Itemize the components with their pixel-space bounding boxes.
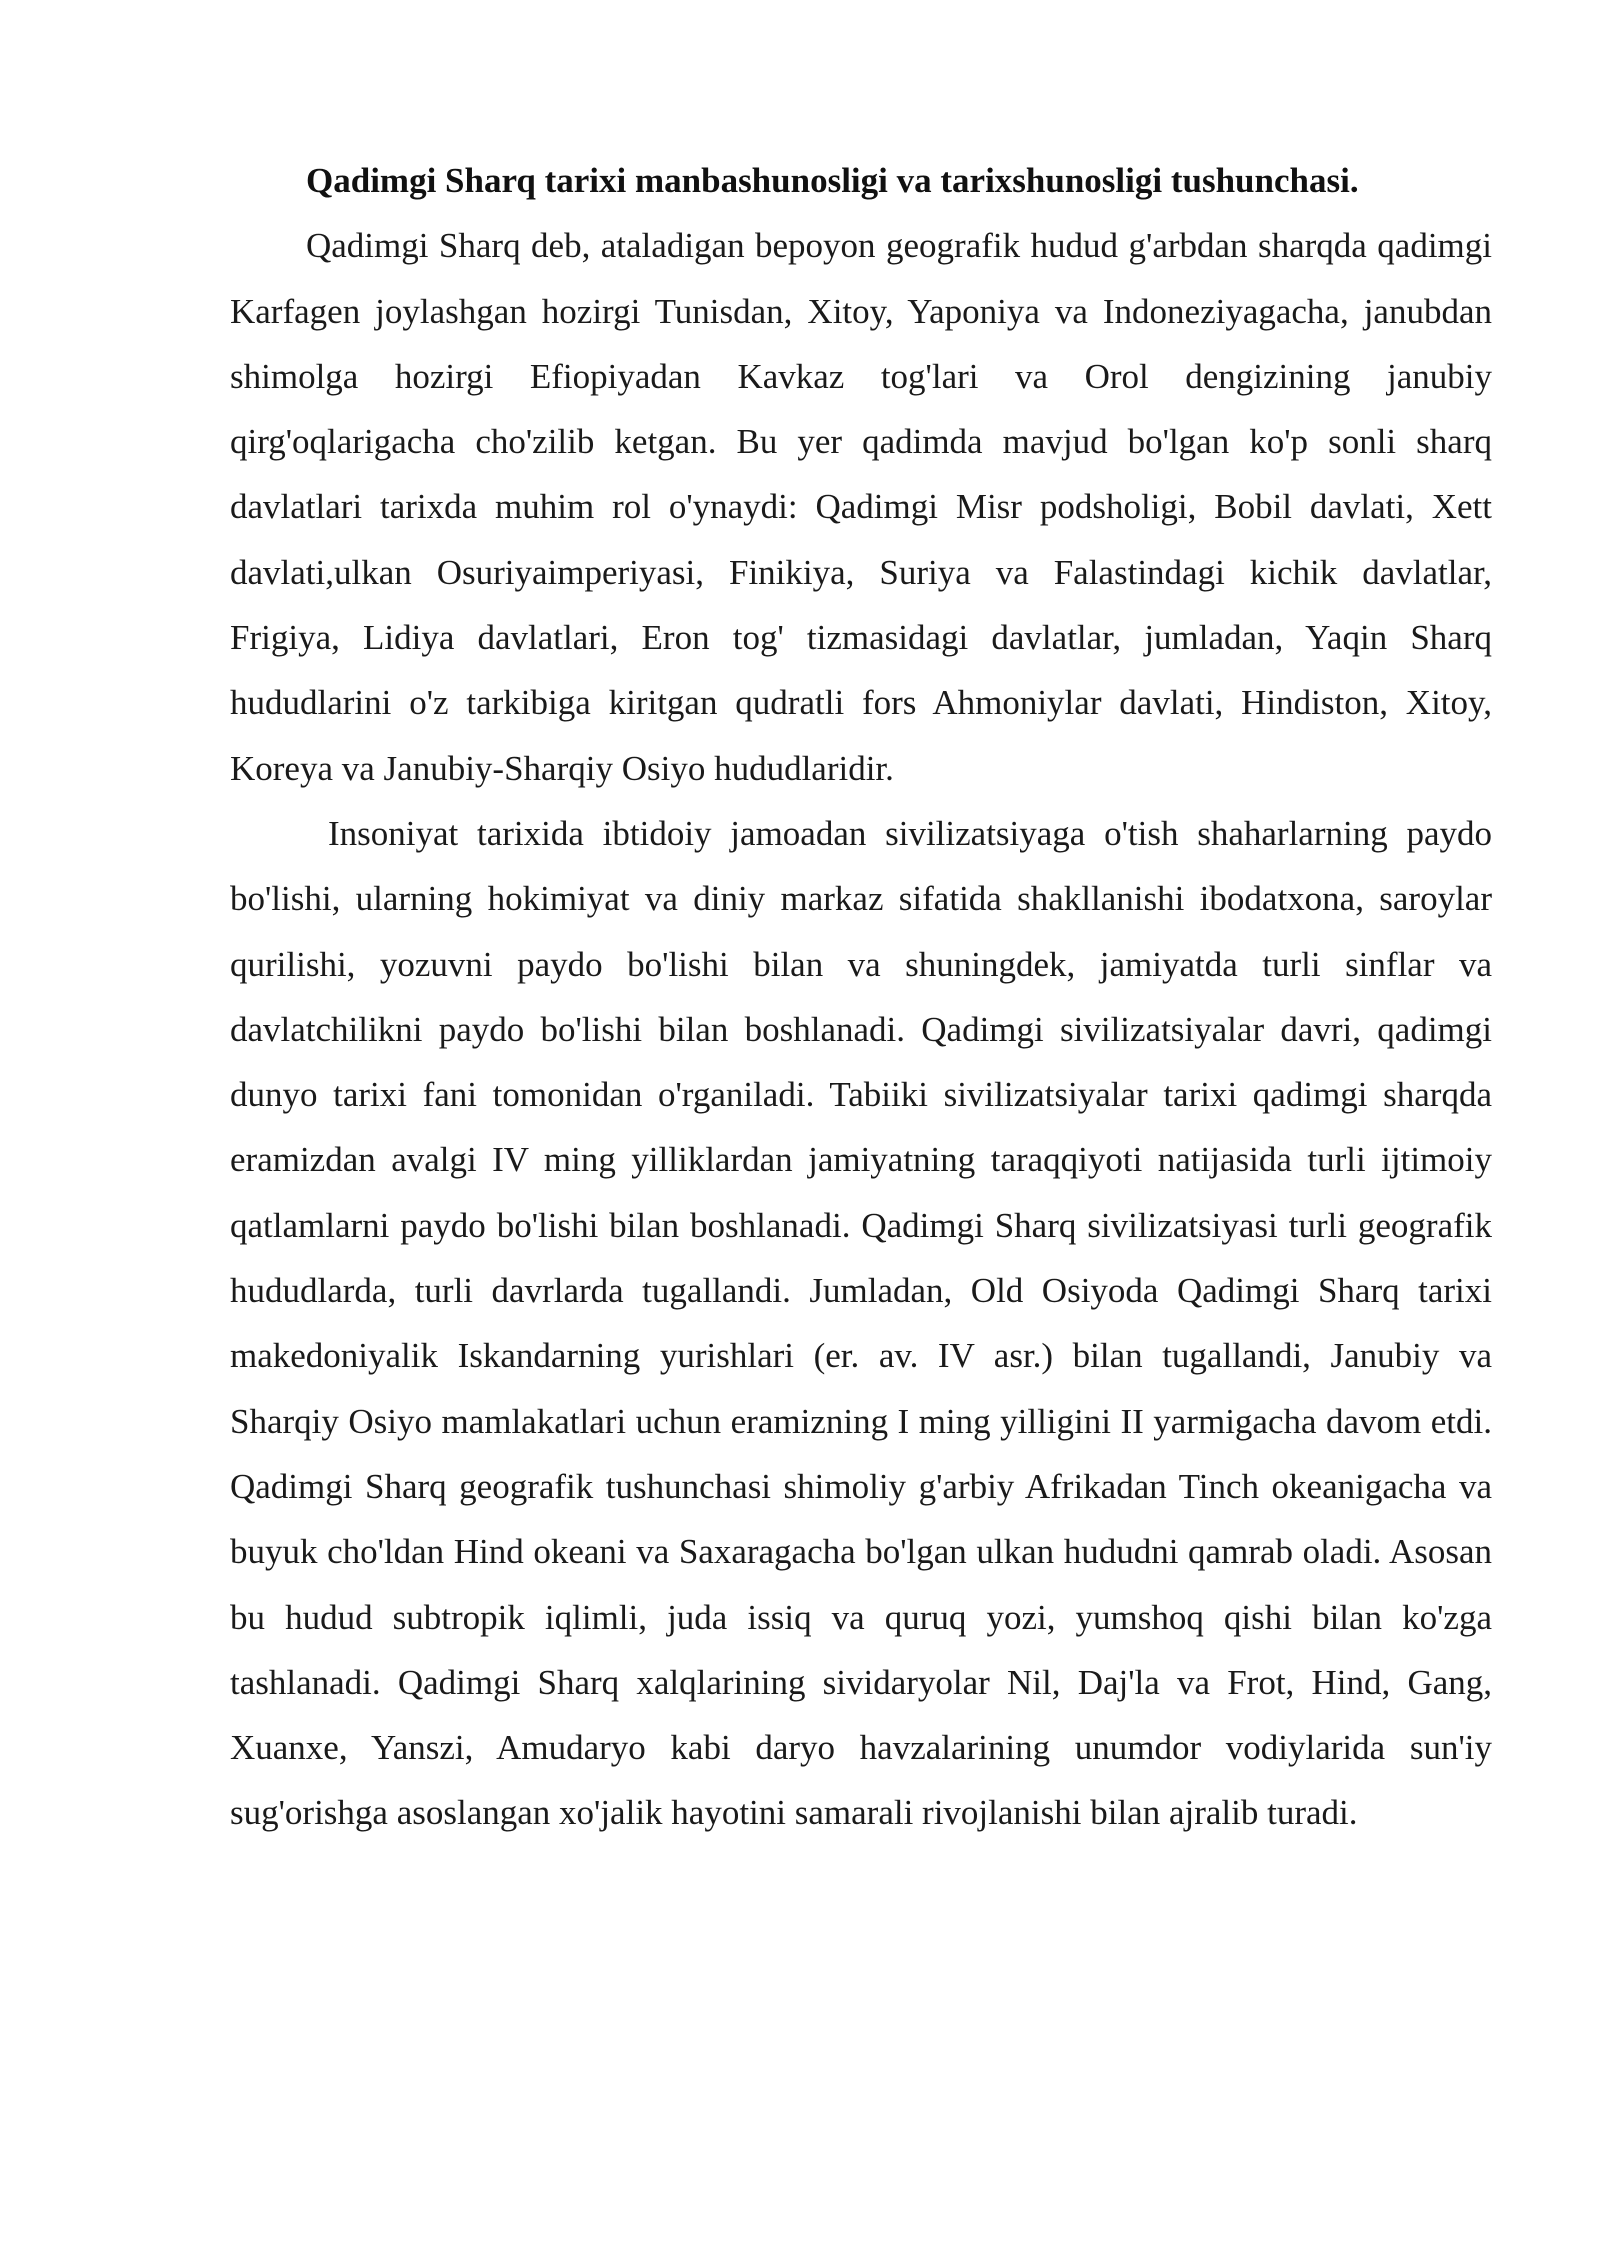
paragraph-1: Qadimgi Sharq deb, ataladigan bepoyon geografik hudud g'arbdan sharqda qadimgi Karfagen joylashgan hozirgi Tunisdan, Xitoy, Yaponiya va Indoneziyagacha, janubdan shimolga hozirgi Efiopiyadan Kavkaz tog'lari va Orol dengizining janubiy qirg'oqlarigacha cho'zilib ketgan. Bu yer qadimda mavjud bo'lgan ko'p sonli sharq davlatlari tarixda muhim rol o'ynaydi: Qadimgi Misr podsholigi, Bobil davlati, Xett davlati,ulkan Osuriyaimperiyasi, Finikiya, Suriya va Falastindagi kichik davlatlar, Frigiya, Lidiya davlatlari, Eron tog' tizmasidagi davlatlar, jumladan, Yaqin Sharq hududlarini o'z tarkibiga kiritgan qudratli fors Ahmoniylar davlati, Hindiston, Xitoy, Koreya va Janubiy-Sharqiy Osiyo hududlaridir. xyxy=(230,226,1492,788)
document-title: Qadimgi Sharq tarixi manbashunosligi va tarixshunosligi tushunchasi. xyxy=(306,161,1359,200)
paragraph-2: Insoniyat tarixida ibtidoiy jamoadan sivilizatsiyaga o'tish shaharlarning paydo bo'lishi, ularning hokimiyat va diniy markaz sifatida shakllanishi ibodatxona, saroylar qurilishi, yozuvni paydo bo'lishi bilan va shuningdek, jamiyatda turli sinflar va davlatchilikni paydo bo'lishi bilan boshlanadi. Qadimgi sivilizatsiyalar davri, qadimgi dunyo tarixi fani tomonidan o'rganiladi. Tabiiki sivilizatsiyalar tarixi qadimgi sharqda eramizdan avalgi IV ming yilliklardan jamiyatning taraqqiyoti natijasida turli ijtimoiy qatlamlarni paydo bo'lishi bilan boshlanadi. Qadimgi Sharq sivilizatsiyasi turli geografik hududlarda, turli davrlarda tugallandi. Jumladan, Old Osiyoda Qadimgi Sharq tarixi makedoniyalik Iskandarning yurishlari (er. av. IV asr.) bilan tugallandi, Janubiy va Sharqiy Osiyo mamlakatlari uchun eramizning I ming yilligini II yarmigacha davom etdi. Qadimgi Sharq geografik tushunchasi shimoliy g'arbiy Afrikadan Tinch okeanigacha va buyuk cho'ldan Hind okeani va Saxaragacha bo'lgan ulkan hududni qamrab oladi. Asosan bu hudud subtropik iqlimli, juda issiq va quruq yozi, yumshoq qishi bilan ko'zga tashlanadi. Qadimgi Sharq xalqlarining sividaryolar Nil, Daj'la va Frot, Hind, Gang, Xuanxe, Yanszi, Amudaryo kabi daryo havzalarining unumdor vodiylarida sun'iy sug'orishga asoslangan xo'jalik hayotini samarali rivojlanishi bilan ajralib turadi. xyxy=(230,813,1492,1833)
document-body xyxy=(230,148,1492,1846)
